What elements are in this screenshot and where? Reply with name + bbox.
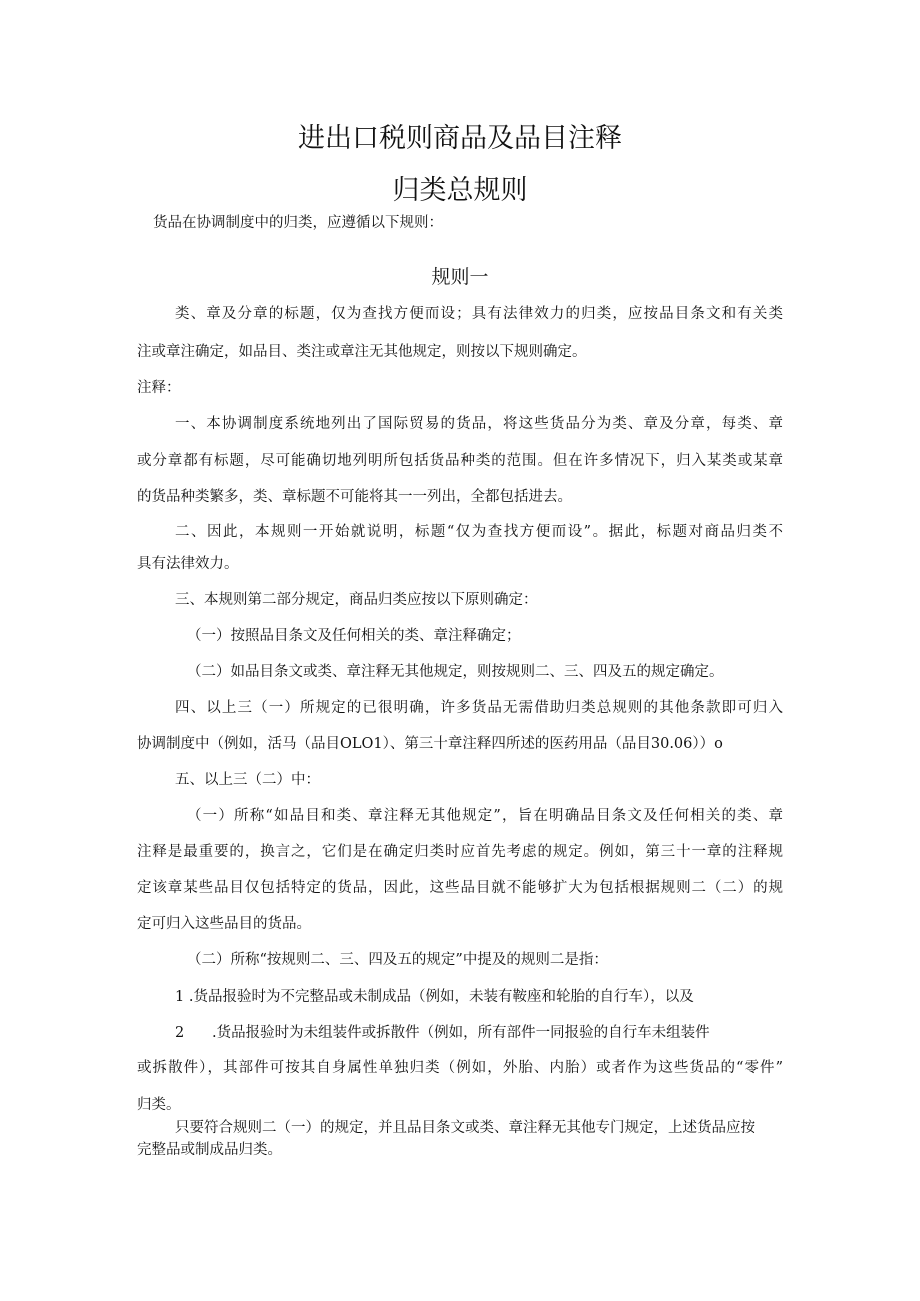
paragraph-line: 五、以上三（二）中： (175, 772, 320, 788)
paragraph-line: 二、因此，本规则一开始就说明，标题“仅为查找方便而设”。据此，标题对商品归类不 (175, 524, 783, 540)
document-subtitle: 归类总规则 (392, 175, 528, 206)
list-item-number: 2 (175, 1025, 185, 1041)
paragraph-line: 一、本协调制度系统地列出了国际贸易的货品，将这些货品分为类、章及分章，每类、章 (175, 416, 783, 432)
paragraph-line: 协调制度中（例如，活马（品目OLO1）、第三十章注释四所述的医药用品（品目30.06））o (137, 736, 723, 752)
paragraph-line: 三、本规则第二部分规定，商品归类应按以下原则确定： (175, 592, 538, 608)
paragraph-line: 四、以上三（一）所规定的已很明确，许多货品无需借助归类总规则的其他条款即可归入 (175, 700, 783, 716)
paragraph-line: 或分章都有标题，尽可能确切地列明所包括货品种类的范围。但在许多情况下，归入某类或某章 (137, 453, 783, 469)
paragraph-line: 的货品种类繁多，类、章标题不可能将其一一列出，全都包括进去。 (137, 489, 572, 505)
sub-item: （二）如品目条文或类、章注释无其他规定，则按规则二、三、四及五的规定确定。 (187, 664, 724, 680)
document-title: 进出口税则商品及品目注释 (298, 123, 622, 154)
sub-item: （一）按照品目条文及任何相关的类、章注释确定； (187, 628, 521, 644)
sub-item-line: 定可归入这些品目的货品。 (137, 916, 311, 932)
sub-item: （二）所称“按规则二、三、四及五的规定”中提及的规则二是指： (187, 952, 608, 968)
sub-item-line: 注释是最重要的，换言之，它们是在确定归类时应首先考虑的规定。例如，第三十一章的注释规 (137, 844, 783, 860)
list-item: .货品报验时为未组装件或拆散件（例如，所有部件一同报验的自行车未组装件 (212, 1025, 710, 1041)
list-item: 1 .货品报验时为不完整品或未制成品（例如，未装有鞍座和轮胎的自行车），以及 (175, 989, 694, 1005)
rule-one-heading: 规则一 (431, 266, 489, 288)
intro-text: 货品在协调制度中的归类，应遵循以下规则： (153, 215, 443, 231)
rule-one-text-line: 注或章注确定，如品目、类注或章注无其他规定，则按以下规则确定。 (137, 344, 587, 360)
sub-item-line: 定该章某些品目仅包括特定的货品，因此，这些品目就不能够扩大为包括根据规则二（二）的规 (137, 880, 783, 896)
list-item-line: 归类。 (137, 1097, 181, 1113)
final-paragraph-line: 完整品或制成品归类。 (137, 1142, 282, 1158)
sub-item-line: （一）所称“如品目和类、章注释无其他规定”，旨在明确品目条文及任何相关的类、章 (187, 808, 783, 824)
list-item-line: 或拆散件），其部件可按其自身属性单独归类（例如，外胎、内胎）或者作为这些货品的“零件” (137, 1060, 783, 1076)
final-paragraph-line: 只要符合规则二（一）的规定，并且品目条文或类、章注释无其他专门规定，上述货品应按 (175, 1120, 755, 1136)
paragraph-line: 具有法律效力。 (137, 556, 239, 572)
rule-one-text-line: 类、章及分章的标题，仅为查找方便而设；具有法律效力的归类，应按品目条文和有关类 (175, 306, 783, 322)
notes-label: 注释： (137, 380, 181, 396)
